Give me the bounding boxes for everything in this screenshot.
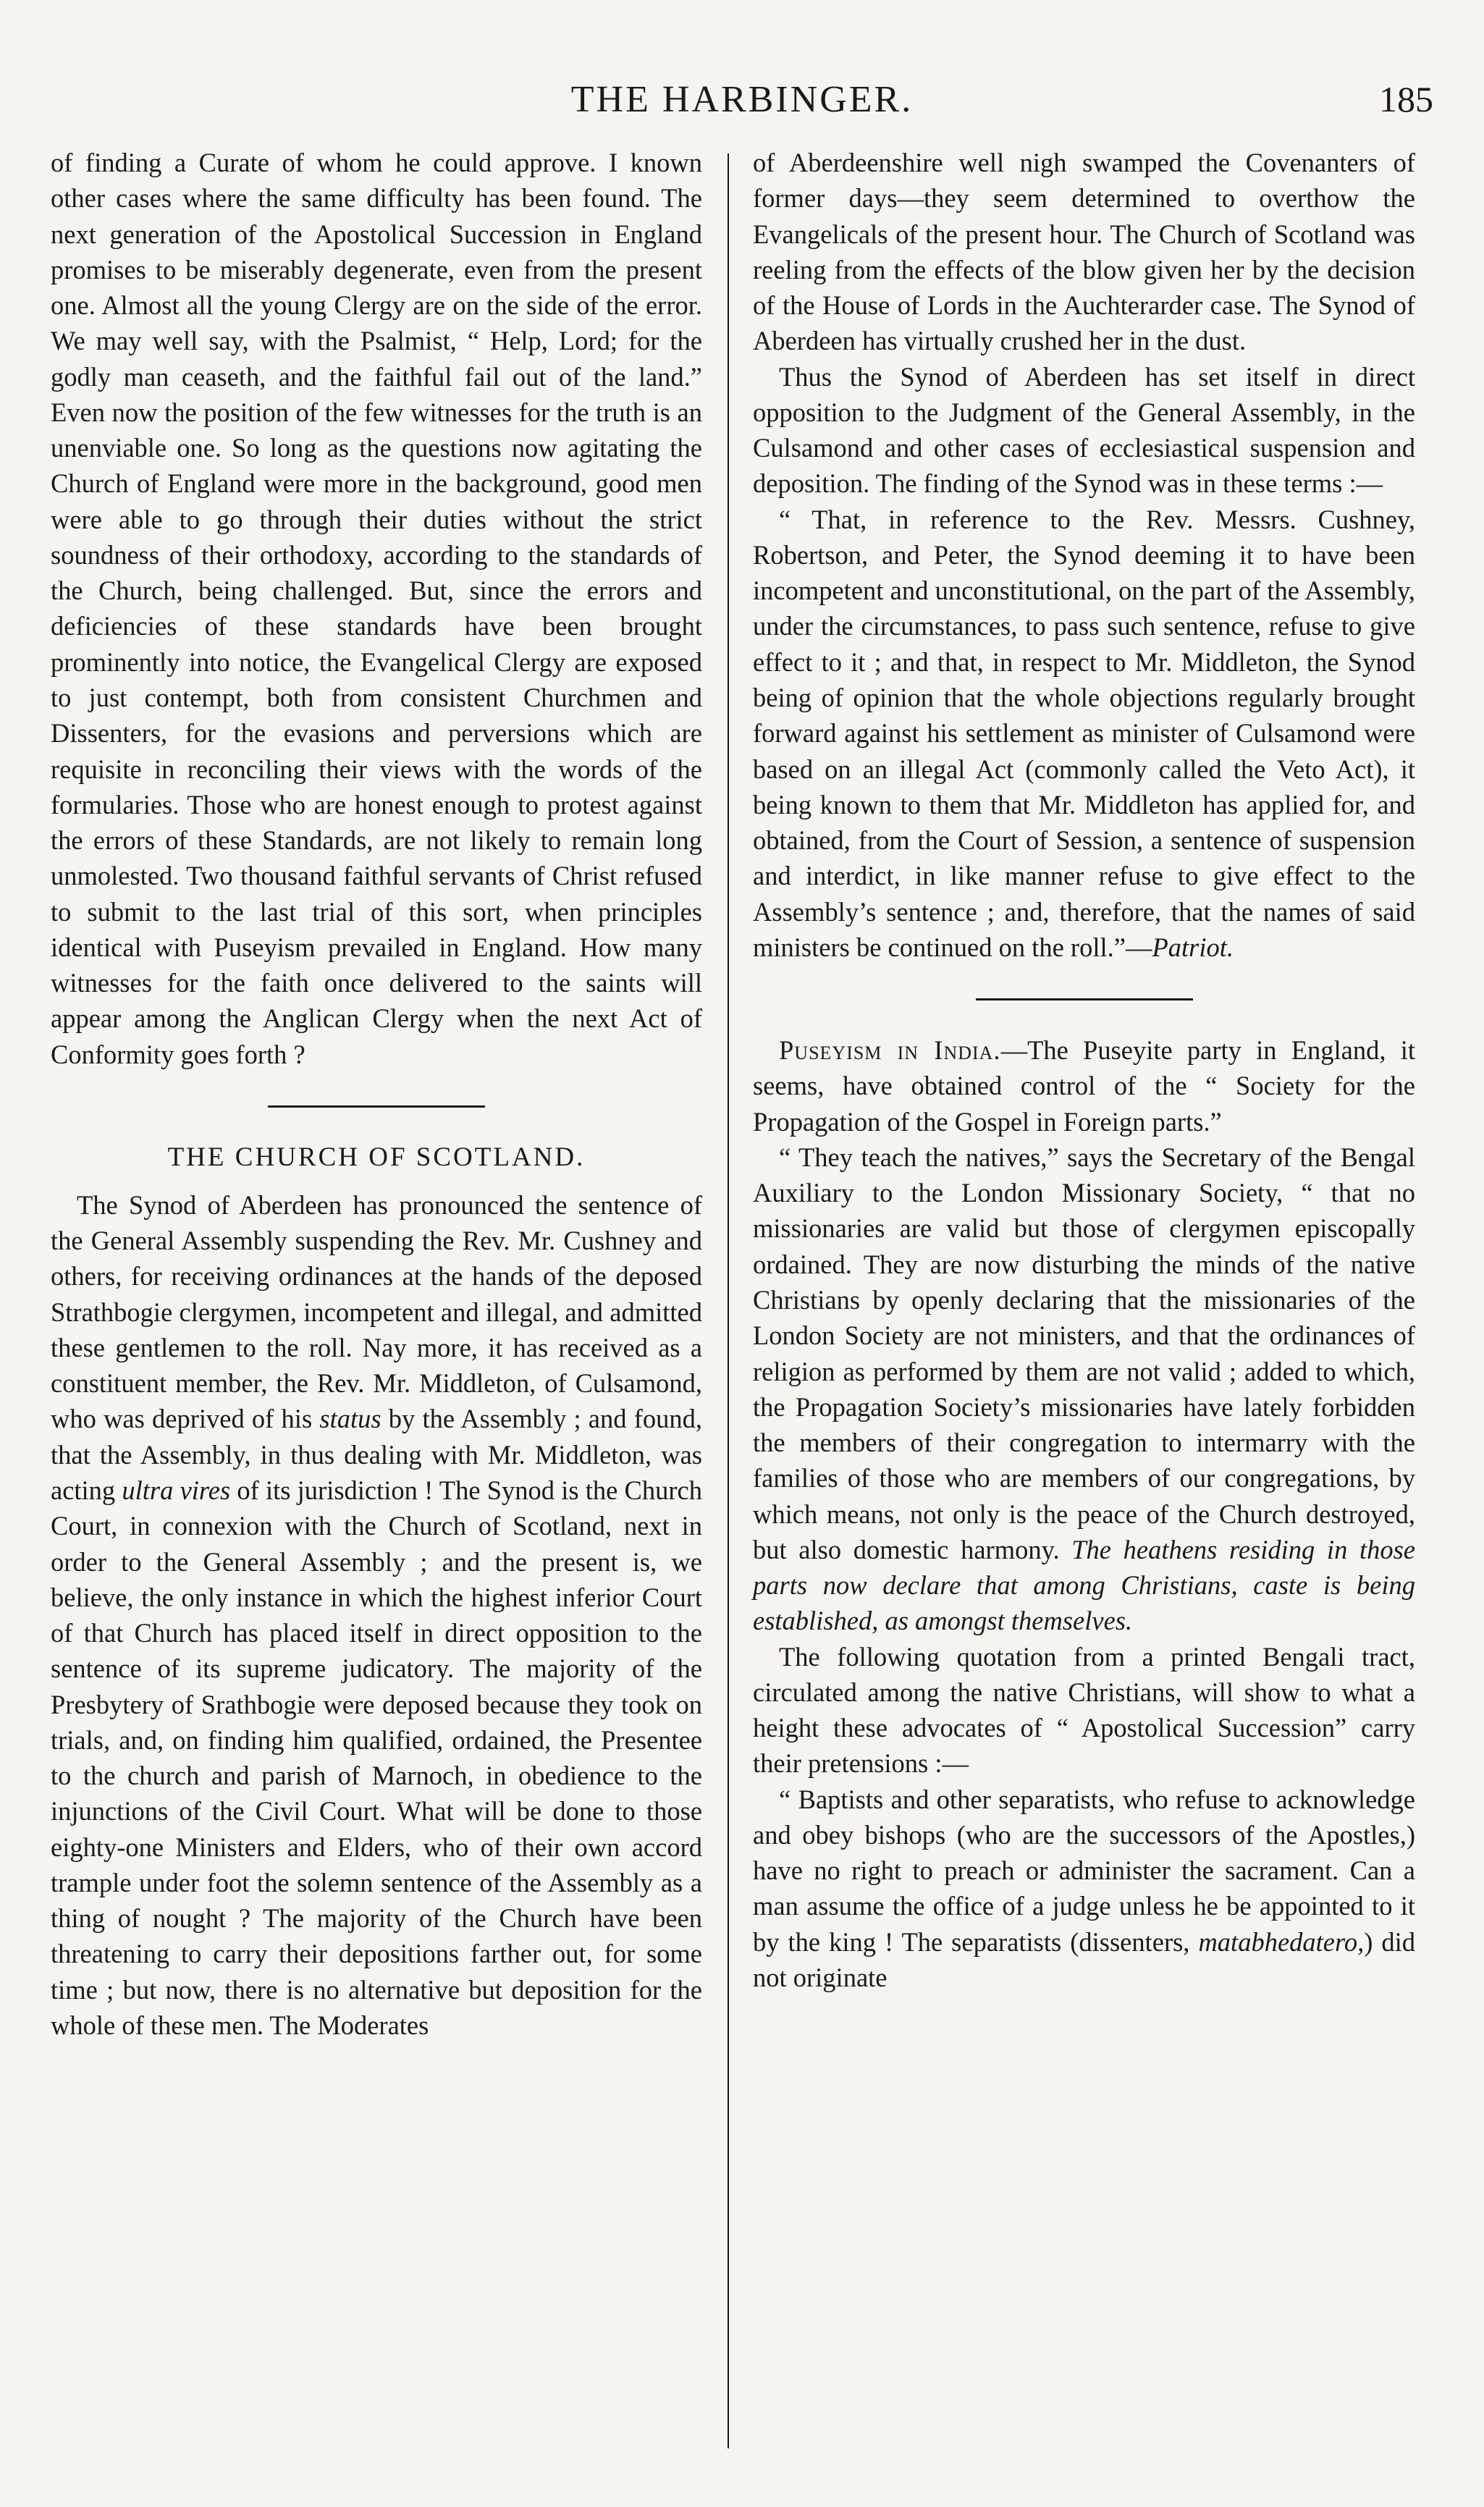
italic-ultra-vires: ultra vires — [122, 1475, 231, 1505]
section-rule — [976, 998, 1193, 1000]
page-number: 185 — [1379, 79, 1433, 119]
text-span: —The Puseyite party in England, it seems, have obtained control of the “ Society for the Propagation of the Gospel in Foreign parts.” — [753, 1035, 1415, 1137]
italic-matabhedatero: matabhedatero, — [1198, 1926, 1365, 1957]
journal-title: THE HARBINGER. — [570, 79, 914, 120]
right-column — [753, 145, 1415, 1995]
section-rule — [268, 1105, 485, 1108]
paragraph-bengali-tract: The following quotation from a printed Bengali tract, circulated among the native Christians, will show to what a height these advocates of “ Apostolical Succession” carry their pretensions :— — [753, 1641, 1415, 1779]
text-span: by the Assembly ; and found, that the Assembly, in thus dealing with Mr. Middleton, was acting — [51, 1404, 702, 1505]
paragraph-synod-opposition: Thus the Synod of Aberdeen has set itself in direct opposition to the Judgment of the General Assembly, in the Culsamond and other cases of ecclesiastical suspension and deposition. The finding of the Synod was in these terms :— — [753, 361, 1415, 499]
paragraph-secretary-quote — [753, 1139, 1415, 1639]
section-heading-church-of-scotland: THE CHURCH OF SCOTLAND. — [167, 1142, 586, 1172]
italic-status: status — [319, 1404, 381, 1434]
paragraph-baptists-quote — [753, 1782, 1415, 1996]
text-span: The Synod of Aberdeen has pronounced the sentence of the General Assembly suspending the Rev. Mr. Cushney and others, for receiving ordinances at the hands of the deposed Strathbogie clergymen, incompetent and illegal, and admitted these gentlemen to the roll. Nay more, it has received as a constituent member, the Rev. Mr. Middleton, of Culsamond, who was deprived of his — [51, 1189, 702, 1434]
paragraph-puseyism-india — [753, 1032, 1415, 1139]
left-column — [51, 145, 702, 2043]
run-in-heading: Puseyism in India. — [779, 1035, 1001, 1066]
article-text-continuation: of finding a Curate of whom he could approve. I known other cases where the same difficulty has been found. The next generation of the Apostolical Succession in England promises to be miserably degenerate, even from the present one. Almost all the young Clergy are on the side of the error. We may well say, with the Psalmist, “ Help, Lord; for the godly man ceaseth, and the faithful fail out of the land.” Even now the position of the few witnesses for the truth is an unenviable one. So long as the questions now agitating the Church of England were more in the background, good men were able to go through their duties without the strict soundness of their orthodoxy, according to the standards of the Church, being challenged. But, since the errors and deficiencies of these standards have been brought prominently into notice, the Evangelical Clergy are exposed to just contempt, both from consistent Churchmen and Dissenters, for the evasions and perversions which are requisite in reconciling their views with the words of the formularies. Those who are honest enough to protest against the errors of these Standards, are not likely to remain long unmolested. Two thousand faithful servants of Christ refused to submit to the last trial of this sort, when principles identical with Puseyism prevailed in England. How many witnesses for the faith once delivered to the saints will appear among the Anglican Clergy when the next Act of Conformity goes forth ? — [51, 148, 702, 1069]
italic-heathens: The heathens residing in those parts now declare that among Christians, caste is being established, as amongst themselves. — [753, 1534, 1415, 1636]
running-head — [51, 78, 1433, 129]
text-span: “ They teach the natives,” says the Secretary of the Bengal Auxiliary to the London Missionary Society, “ that no missionaries are valid but those of clergymen episcopally ordained. They are now disturbing the minds of the native Christians by openly declaring that the missionaries of the London Society are not ministers, and that the ordinances of religion as performed by them are not valid ; added to which, the Propagation Society’s missionaries have lately forbidden the members of their congregation to intermarry with the families of those who are members of our congregations, by which means, not only is the peace of the Church destroyed, but also domestic harmony. — [753, 1142, 1415, 1564]
text-span: “ Baptists and other separatists, who refuse to acknowledge and obey bishops (who are the successors of the Apostles,) have no right to preach or administer the sacrament. Can a man assume the office of a judge unless he be appointed to it by the king ! The separatists (dissenters, — [753, 1784, 1415, 1957]
quoted-finding — [753, 502, 1415, 965]
paragraph-synod-aberdeen — [51, 1187, 702, 2043]
text-span: of its jurisdiction ! The Synod is the Church Court, in connexion with the Church of Scotland, next in order to the General Assembly ; and the present is, we believe, the only instance in which the highest inferior Court of that Church has placed itself in direct opposition to the sentence of its supreme judicatory. The majority of the Presbytery of Srathbogie were deposed because they took on trials, and, on finding him qualified, ordained, the Presentee to the church and parish of Marnoch, in obedience to the injunctions of the Civil Court. What will be done to those eighty-one Ministers and Elders, who of their own accord trample under foot the solemn sentence of the Assembly as a thing of nought ? The majority of the Church have been threatening to carry their depositions farther out, for some time ; but now, there is no alternative but deposition for the whole of these men. The Moderates — [51, 1475, 702, 2040]
quote-source: Patriot. — [1152, 932, 1234, 962]
text-span: “ That, in reference to the Rev. Messrs. Cushney, Robertson, and Peter, the Synod deeming it to have been incompetent and unconstitutional, on the part of the Assembly, under the circumstances, to pass such sentence, refuse to give effect to it ; and that, in respect to Mr. Middleton, the Synod being of opinion that the whole objections regularly brought forward against his settlement as minister of Culsamond were based on an illegal Act (commonly called the Veto Act), it being known to them that Mr. Middleton has applied for, and obtained, from the Court of Session, a sentence of suspension and interdict, in like manner refuse to give effect to the Assembly’s sentence ; and, therefore, that the names of said ministers be continued on the roll.”— — [753, 504, 1415, 962]
text-span: ) did not originate — [753, 1926, 1416, 1993]
column-divider — [728, 153, 729, 2448]
paragraph-moderates: of Aberdeenshire well nigh swamped the Covenanters of former days—they seem determined to overthow the Evangelicals of the present hour. The Church of Scotland was reeling from the effects of the blow given her by the decision of the House of Lords in the Auchterarder case. The Synod of Aberdeen has virtually crushed her in the dust. — [753, 148, 1415, 356]
